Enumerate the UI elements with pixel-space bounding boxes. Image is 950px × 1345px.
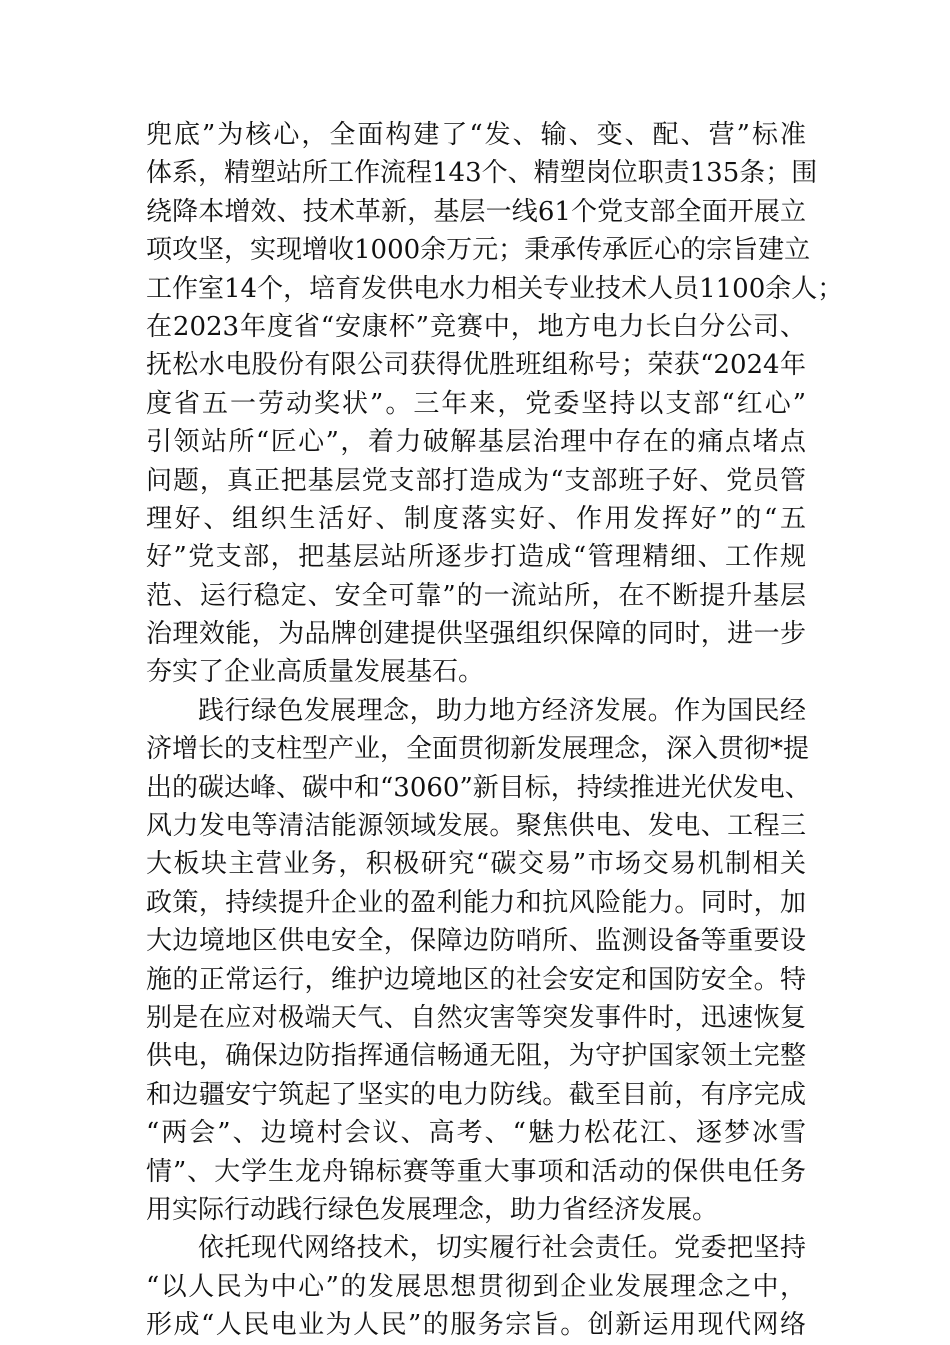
text-line: 治理效能，为品牌创建提供坚强组织保障的同时，进一步: [146, 619, 806, 650]
text-line: 问题，真正把基层党支部打造成为“支部班子好、党员管: [146, 465, 806, 496]
paragraph-first-line: 依托现代网络技术，切实履行社会责任。党委把坚持: [198, 1233, 806, 1264]
text-line: 政策，持续提升企业的盈利能力和抗风险能力。同时，加: [146, 887, 806, 918]
text-line: 情”、大学生龙舟锦标赛等重大事项和活动的保供电任务: [146, 1156, 806, 1187]
text-line: 风力发电等清洁能源领域发展。聚焦供电、发电、工程三: [146, 811, 806, 842]
text-line: 范、运行稳定、安全可靠”的一流站所，在不断提升基层: [146, 580, 806, 611]
paragraph-first-line: 践行绿色发展理念，助力地方经济发展。作为国民经: [198, 695, 806, 726]
text-line: 好”党支部，把基层站所逐步打造成“管理精细、工作规: [146, 542, 806, 573]
text-line: 引领站所“匠心”，着力破解基层治理中存在的痛点堵点: [146, 427, 806, 458]
text-line: 工作室14个，培育发供电水力相关专业技术人员1100余人；: [146, 273, 844, 304]
text-line: 大板块主营业务，积极研究“碳交易”市场交易机制相关: [146, 849, 806, 880]
text-line: 施的正常运行，维护边境地区的社会安定和国防安全。特: [146, 964, 806, 995]
text-line: “两会”、边境村会议、高考、“魅力松花江、逐梦冰雪: [146, 1118, 806, 1149]
paragraph-end-line: 用实际行动践行绿色发展理念，助力省经济发展。: [146, 1194, 719, 1225]
text-line: 济增长的支柱型产业，全面贯彻新发展理念，深入贯彻*提: [146, 734, 810, 765]
text-line: 供电，确保边防指挥通信畅通无阻，为守护国家领土完整: [146, 1041, 806, 1072]
text-line: “以人民为中心”的发展思想贯彻到企业发展理念之中，: [146, 1271, 806, 1302]
text-line: 出的碳达峰、碳中和“3060”新目标，持续推进光伏发电、: [146, 772, 811, 803]
text-line: 度省五一劳动奖状”。三年来，党委坚持以支部“红心”: [146, 388, 806, 419]
paragraph-end-line: 夯实了企业高质量发展基石。: [146, 657, 485, 688]
text-line: 和边疆安宁筑起了坚实的电力防线。截至目前，有序完成: [146, 1079, 806, 1110]
text-line: 抚松水电股份有限公司获得优胜班组称号；荣获“2024年: [146, 350, 806, 381]
text-line: 项攻坚，实现增收1000余万元；秉承传承匠心的宗旨建立: [146, 235, 811, 266]
text-line: 大边境地区供电安全，保障边防哨所、监测设备等重要设: [146, 926, 806, 957]
text-line: 别是在应对极端天气、自然灾害等突发事件时，迅速恢复: [146, 1002, 806, 1033]
text-line: 绕降本增效、技术革新，基层一线61个党支部全面开展立: [146, 196, 806, 227]
document-body: [146, 116, 844, 1345]
text-line: 形成“人民电业为人民”的服务宗旨。创新运用现代网络: [146, 1310, 806, 1341]
text-line: 体系，精塑站所工作流程143个、精塑岗位职责135条；围: [146, 158, 818, 189]
text-line: 理好、组织生活好、制度落实好、作用发挥好”的“五: [146, 503, 806, 534]
text-line: 在2023年度省“安康杯”竞赛中，地方电力长白分公司、: [146, 311, 806, 342]
text-line: 兜底”为核心，全面构建了“发、输、变、配、营”标准: [146, 120, 806, 150]
